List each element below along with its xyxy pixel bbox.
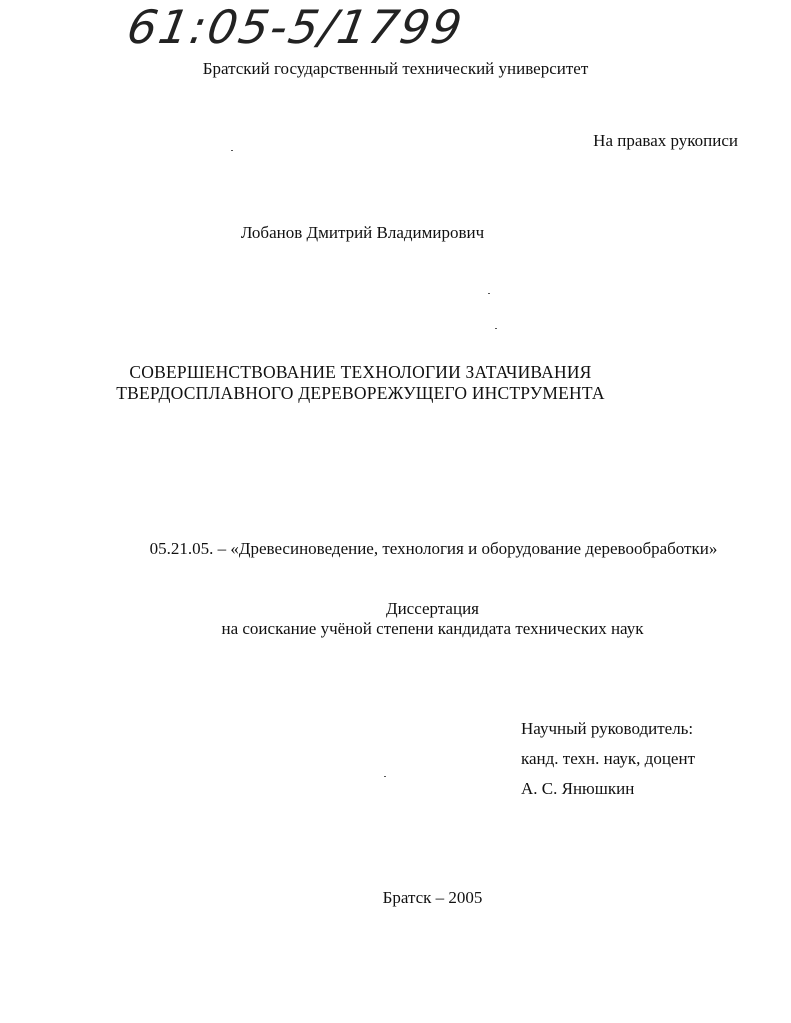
university-name: Братский государственный технический университет — [202, 59, 589, 78]
supervisor-label: Научный руководитель: — [521, 719, 694, 738]
place-and-year: Братск – 2005 — [382, 888, 483, 907]
manuscript-note: На правах рукописи — [593, 131, 738, 150]
scan-speck — [495, 328, 497, 329]
scan-speck — [384, 776, 386, 777]
author-name: Лобанов Дмитрий Владимирович — [240, 223, 485, 242]
scan-speck — [488, 293, 490, 294]
degree-statement: на соискание учёной степени кандидата технических наук — [221, 619, 644, 638]
title-line-2: ТВЕРДОСПЛАВНОГО ДЕРЕВОРЕЖУЩЕГО ИНСТРУМЕНТА — [116, 383, 605, 403]
handwritten-shelf-mark: 61:05-5/1799 — [123, 0, 468, 54]
scan-speck — [231, 150, 233, 151]
dissertation-label: Диссертация — [385, 599, 479, 618]
supervisor-name: А. С. Янюшкин — [521, 779, 635, 798]
specialty-code: 05.21.05. – «Древесиноведение, технология и оборудование деревообработки» — [149, 539, 718, 558]
supervisor-degree: канд. техн. наук, доцент — [521, 749, 696, 768]
title-line-1: СОВЕРШЕНСТВОВАНИЕ ТЕХНОЛОГИИ ЗАТАЧИВАНИЯ — [129, 362, 592, 382]
